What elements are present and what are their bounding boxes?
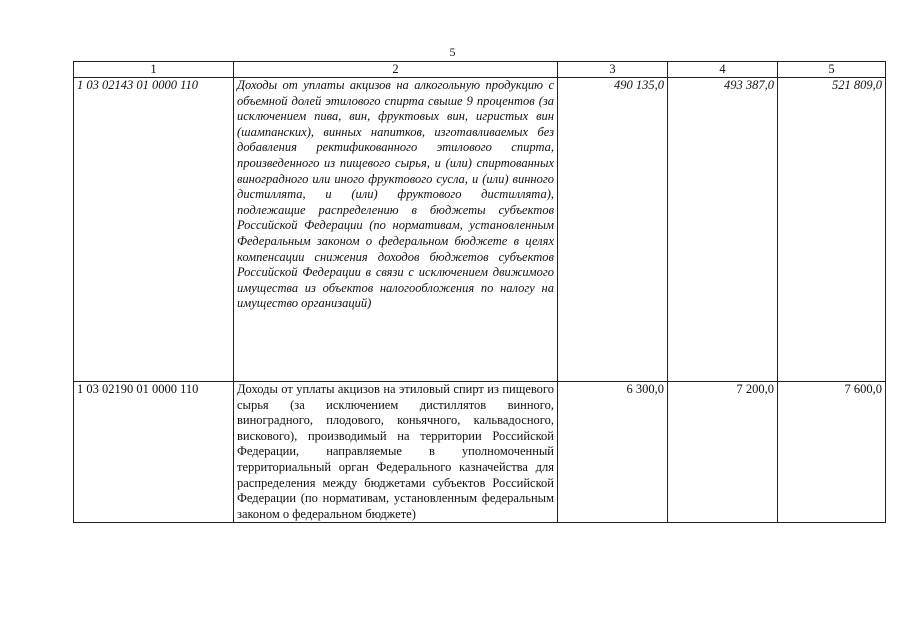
budget-code-cell: 1 03 02190 01 0000 110 — [74, 382, 234, 523]
value-cell-3: 490 135,0 — [558, 78, 668, 382]
value-cell-4: 7 200,0 — [668, 382, 778, 523]
description-cell: Доходы от уплаты акцизов на этиловый спирт из пищевого сырья (за исключением дистиллятов винного, виноградного, плодового, коньячного, кальвадосного, вискового), производимый на территории Российской Федерации, направляемые в уполномоченный территориальный орган Федерального казначейства для распределения между бюджетами субъектов Российской Федерации (по нормативам, установленным федеральным законом о федеральном бюджете) — [234, 382, 558, 523]
column-header-4: 4 — [668, 62, 778, 78]
column-header-2: 2 — [234, 62, 558, 78]
value-cell-5: 7 600,0 — [778, 382, 886, 523]
table-row — [74, 382, 886, 523]
table-header-row — [74, 62, 886, 78]
value-cell-3: 6 300,0 — [558, 382, 668, 523]
column-header-5: 5 — [778, 62, 886, 78]
page-number: 5 — [449, 45, 456, 59]
column-header-3: 3 — [558, 62, 668, 78]
value-cell-5: 521 809,0 — [778, 78, 886, 382]
revenue-table — [73, 61, 886, 523]
budget-code-cell: 1 03 02143 01 0000 110 — [74, 78, 234, 382]
table-row — [74, 78, 886, 382]
value-cell-4: 493 387,0 — [668, 78, 778, 382]
description-cell: Доходы от уплаты акцизов на алкогольную продукцию с объемной долей этилового спирта свыше 9 процентов (за исключением пива, вин, фруктовых вин, игристых вин (шампанских), винных напитков, изготавливаемых без добавления ректификованного этилового спирта, произведенного из пищевого сырья, и (или) спиртованных виноградного или иного фруктового сусла, и (или) винного дистиллята, и (или) фруктового дистиллята), подлежащие распределению в бюджеты субъектов Российской Федерации (по нормативам, установленным Федеральным законом о федеральном бюджете в целях компенсации снижения доходов бюджетов субъектов Российской Федерации в связи с исключением движимого имущества из объектов налогообложения по налогу на имущество организаций) — [234, 78, 558, 382]
column-header-1: 1 — [74, 62, 234, 78]
